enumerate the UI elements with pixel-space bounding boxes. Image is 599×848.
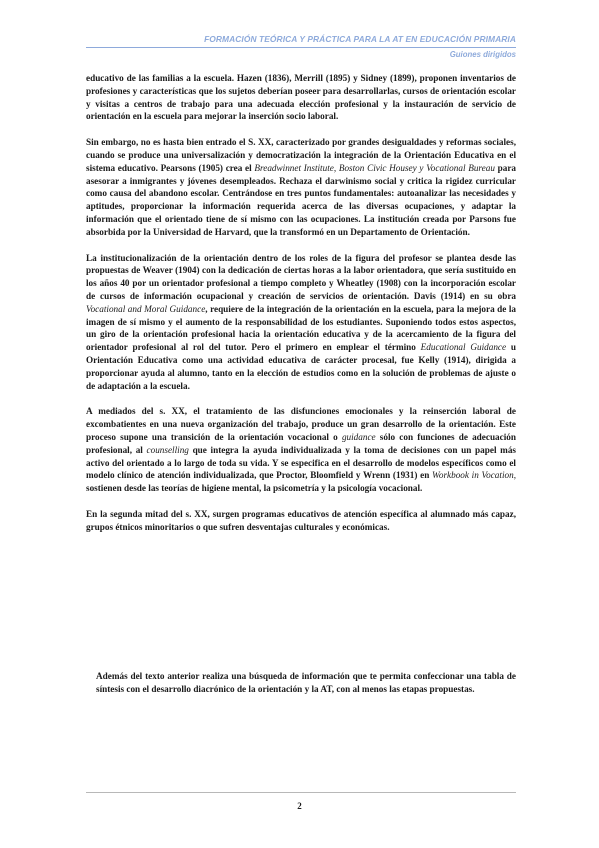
- paragraph-4-italic-1: guidance: [341, 431, 376, 442]
- page-header: [86, 34, 516, 59]
- paragraph-5: En la segunda mitad del s. XX, surgen programas educativos de atención específica al alumnado más capaz, grupos étnicos minoritarios o que sufren desventajas culturales y económicas.: [86, 508, 516, 532]
- paragraph-3-part-a: La institucionalización de la orientación dentro de los roles de la figura del profesor se plantea desde las propuestas de Weaver (1904) con la dedicación de ciertas horas a la labor orientadora, que sería sustituido en los años 40 por un orientador profesional a tiempo completo y Wheatley (1908) con la incorporación escolar de cursos de información ocupacional y creación de servicios de orientación. Davis (1914) en su obra: [86, 252, 516, 301]
- header-subtitle: Guiones dirigidos: [449, 50, 516, 59]
- paragraph-3: [86, 252, 516, 393]
- paragraph-1: educativo de las familias a la escuela. Hazen (1836), Merrill (1895) y Sidney (1899), proponen inventarios de profesiones y características que los sujetos deberían poseer para desarrollarlas, cursos de orientación escolar y visitas a centros de trabajo para una adecuada elección profesional y la instauración de servicio de orientación en la escuela para mejorar la inserción socio laboral.: [86, 73, 516, 122]
- paragraph-3-part-b: , requiere de la integración de la orientación en la escuela, para la mejora de la imagen de sí mismo y el aumento de la responsabilidad de los estudiantes. Suponiendo todos estos aspectos, un giro de la orientación profesional hacia la orientación educativa y de la acercamiento de la figura del orientador profesional al rol del tutor. Pero el primero en emplear el término: [86, 303, 517, 353]
- paragraph-4-italic-3: Workbook in Vocation,: [432, 470, 516, 481]
- activity-instruction: Además del texto anterior realiza una búsqueda de información que te permita confeccionar una tabla de síntesis con el desarrollo diacrónico de la orientación y la AT, con al menos las etapas propuestas.: [96, 671, 516, 694]
- paragraph-3-italic-2: Educational Guidance: [420, 342, 507, 353]
- paragraph-4-part-d: sostienen desde las teorías de higiene mental, la psicometría y la psicología vocacional.: [86, 483, 423, 494]
- paragraph-4-part-b: sólo con funciones de adecuación profesional, al: [86, 431, 516, 455]
- paragraph-2: [86, 136, 516, 238]
- paragraph-2-part-a: Sin embargo, no es hasta bien entrado el S. XX, caracterizado por grandes desigualdades y reformas sociales, cuando se produce una universalización y democratización la integración de la Orientación Educativa en el sistema educativo. Pearsons (1905) crea el: [86, 137, 516, 173]
- paragraph-2-italic: Breadwinnet Institute, Boston Civic Housey y Vocational Bureau: [254, 162, 495, 173]
- paragraph-4: [86, 405, 516, 495]
- paragraph-4-part-c: que integra la ayuda individualizada y la toma de decisiones con un papel más activo del orientado a lo largo de toda su vida. Y se especifica en el desarrollo de modelos específicos como el modelo clínico de atención individualizada, que Proctor, Bloomfield y Wrenn (1931) en: [86, 444, 516, 481]
- paragraph-3-italic-1: Vocational and Moral Guidance: [86, 303, 206, 314]
- body-text: [86, 72, 516, 547]
- page-number: 2: [297, 801, 302, 811]
- header-title: FORMACIÓN TEÓRICA Y PRÁCTICA PARA LA AT EN EDUCACIÓN PRIMARIA: [204, 34, 516, 44]
- header-rule: [86, 47, 516, 48]
- paragraph-2-part-b: para asesorar a inmigrantes y jóvenes desempleados. Rechaza el darwinismo social y critica la rigidez curricular como causa del abandono escolar. Centrándose en tres puntos fundamentales: autoanalizar las necesidades y aptitudes, proporcionar la información requerida acerca de las diversas ocupaciones, y adaptar la información que el orientado tiene de sí mismo con las ocupaciones. La institución creada por Parsons fue absorbida por la Universidad de Harvard, que la transformó en un Departamento de Orientación.: [86, 162, 517, 237]
- footer-rule: [86, 792, 516, 793]
- paragraph-4-part-a: A mediados del s. XX, el tratamiento de las disfunciones emocionales y la reinserción laboral de excombatientes en una nueva organización del trabajo, produce un gran desarrollo de la orientación. Este proceso supone una transición de la orientación vocacional o: [86, 406, 516, 442]
- paragraph-3-part-c: u Orientación Educativa como una actividad educativa de carácter procesal, fue Kelly (1914), dirigida a proporcionar ayuda al alumno, tanto en la elección de estudios como en la solución de problemas de ajuste o de adaptación a la escuela.: [86, 342, 516, 391]
- paragraph-4-italic-2: counselling: [146, 444, 189, 455]
